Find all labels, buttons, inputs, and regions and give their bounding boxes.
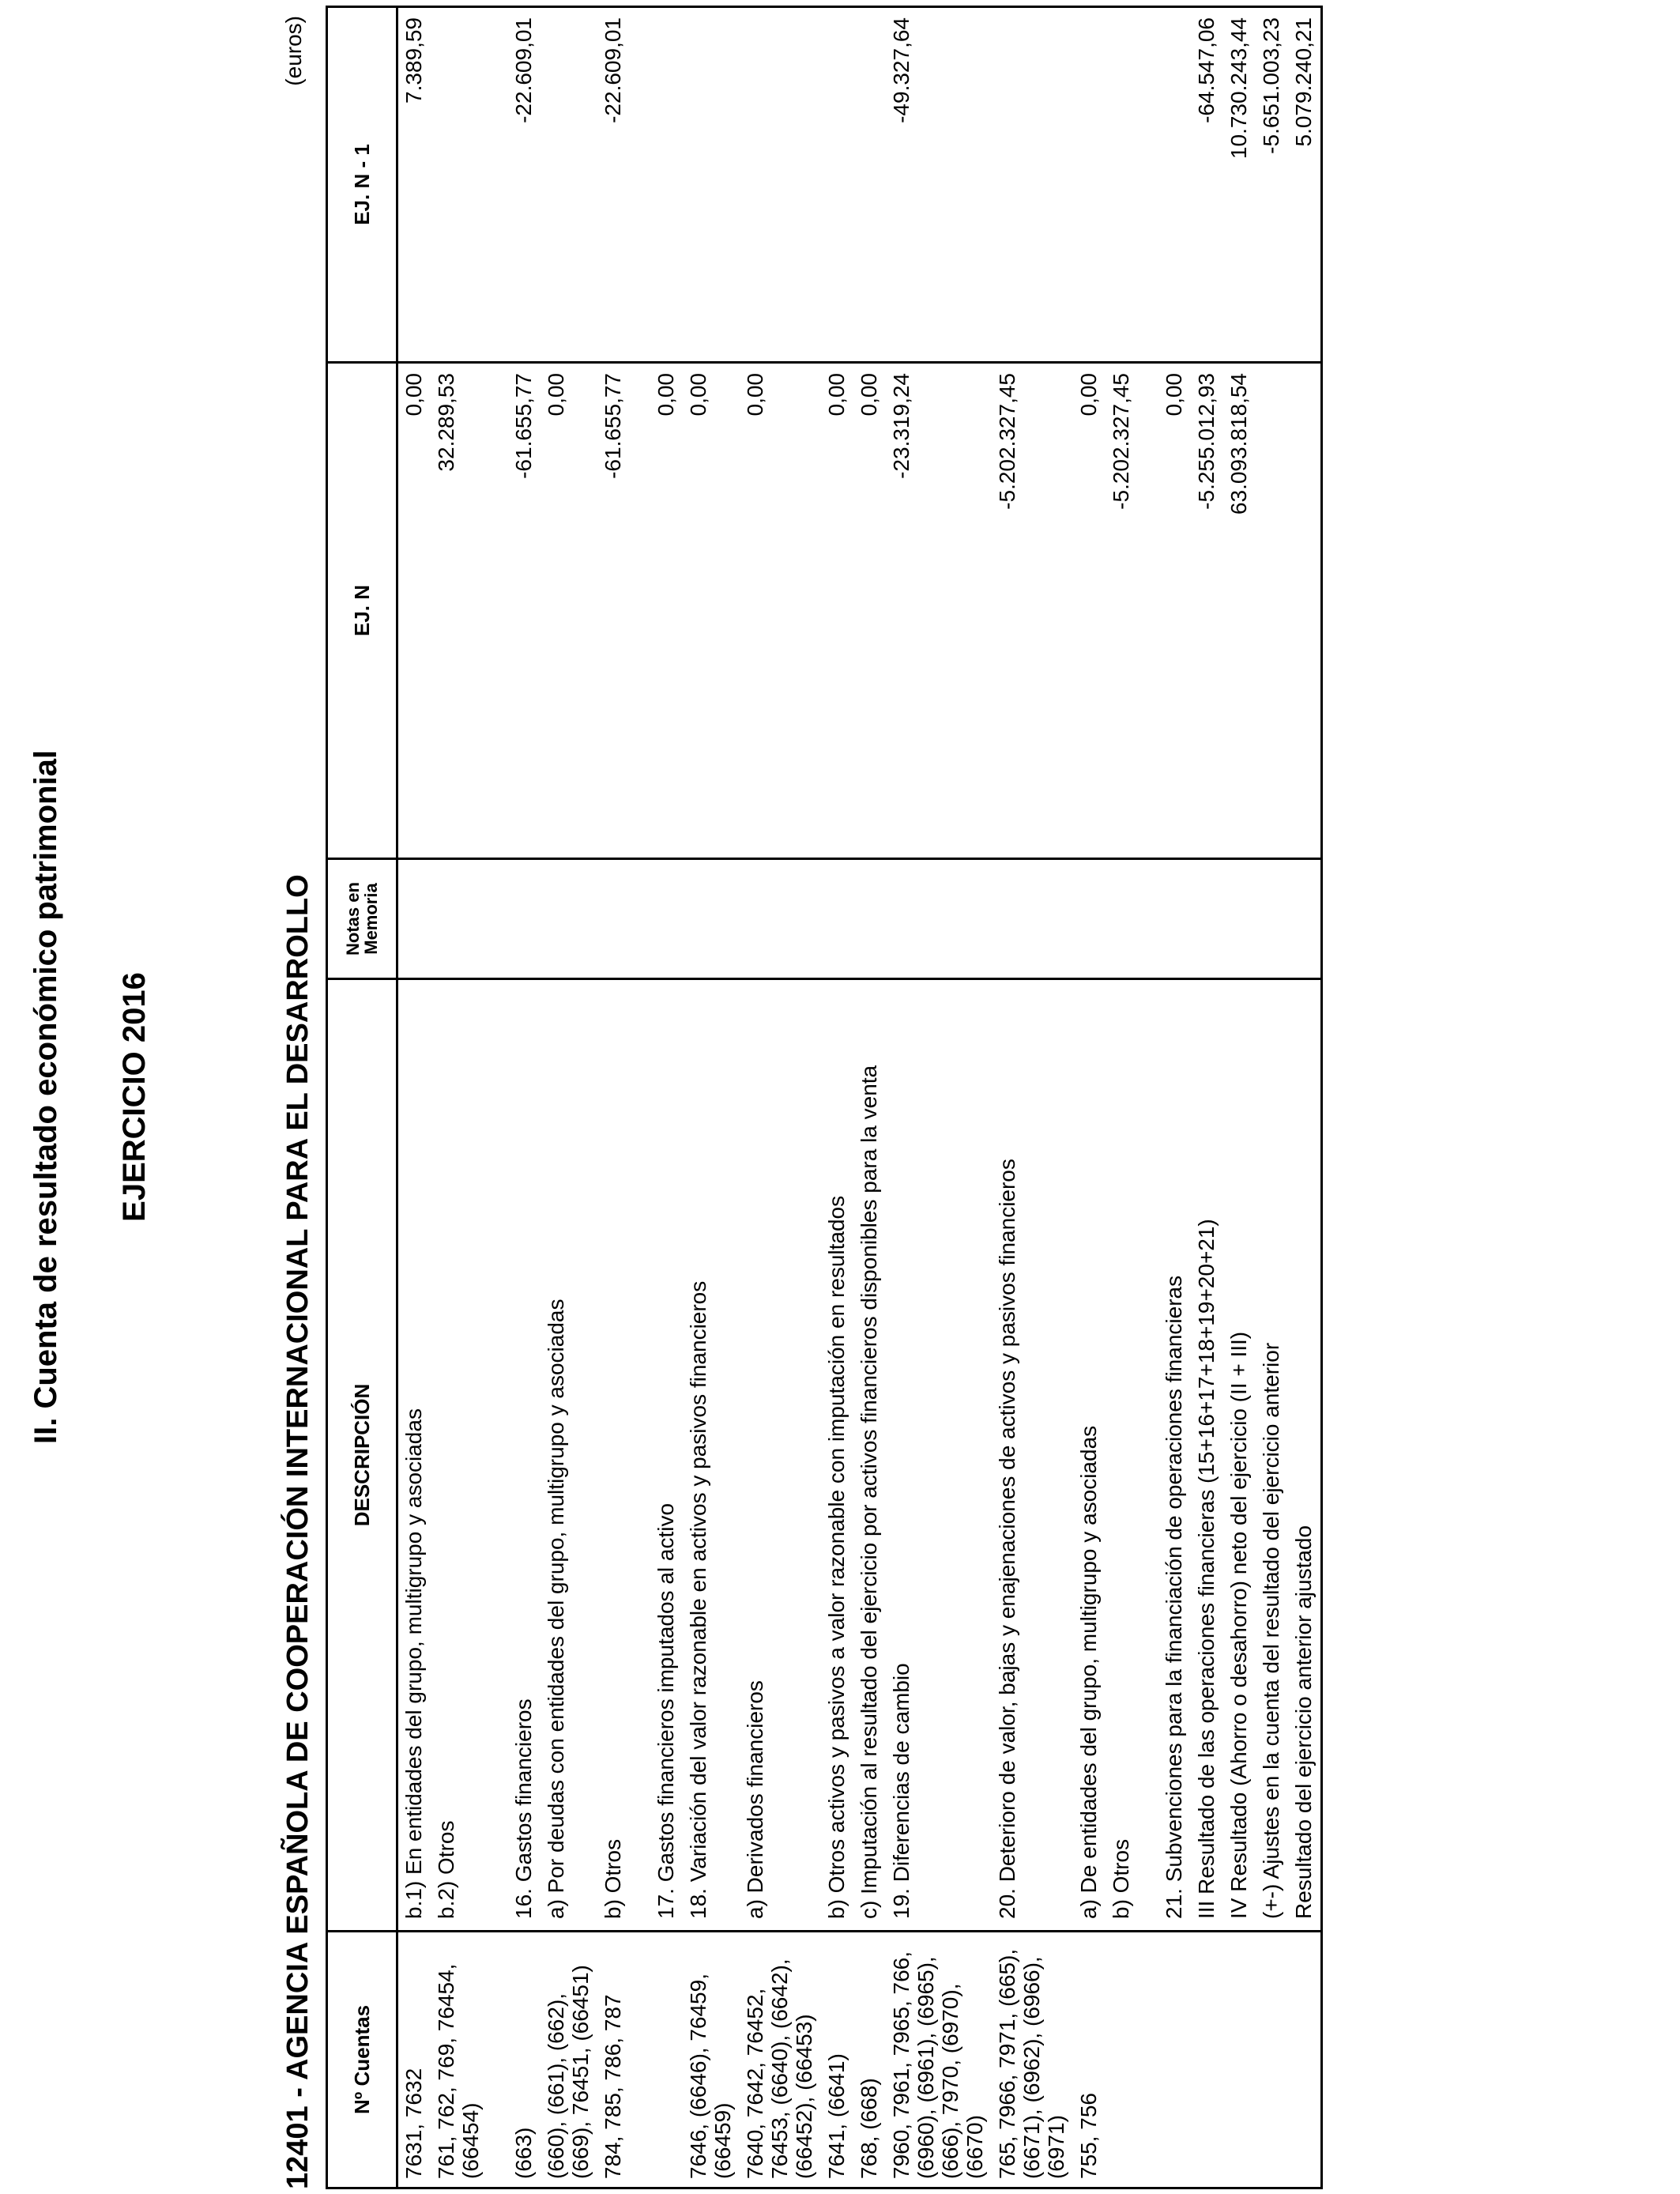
- cell-notas: [853, 859, 886, 979]
- cell-ej-n: [1256, 363, 1288, 859]
- cell-notas: [1256, 859, 1288, 979]
- cell-ej-n: 0,00: [683, 363, 740, 859]
- cell-ej-n: -23.319,24: [886, 363, 992, 859]
- cell-descripcion: b.1) En entidades del grupo, multigrupo y asociadas: [397, 979, 431, 1932]
- header-ej-n: EJ. N: [327, 363, 397, 859]
- cell-descripcion: a) De entidades del grupo, multigrupo y asociadas: [1073, 979, 1106, 1932]
- cell-ej-n: -5.202.327,45: [1106, 363, 1138, 859]
- table-row: [541, 7, 597, 2188]
- income-statement-table: [326, 6, 1323, 2189]
- table-row: [1256, 7, 1288, 2188]
- cell-cuentas: [1288, 1932, 1322, 2188]
- cell-ej-n: 0,00: [1073, 363, 1106, 859]
- cell-cuentas: 768, (668): [853, 1932, 886, 2188]
- cell-cuentas: 7646, (6646), 76459, (66459): [683, 1932, 740, 2188]
- cell-notas: [683, 859, 740, 979]
- cell-ej-n: -5.202.327,45: [992, 363, 1073, 859]
- cell-ej-n: [1288, 363, 1322, 859]
- cell-notas: [886, 859, 992, 979]
- cell-notas: [397, 859, 431, 979]
- cell-cuentas: [1256, 1932, 1288, 2188]
- cell-ej-n1: -49.327,64: [886, 7, 992, 363]
- cell-cuentas: (660), (661), (662), (669), 76451, (66451): [541, 1932, 597, 2188]
- cell-descripcion: b) Otros: [597, 979, 630, 1932]
- cell-ej-n: 0,00: [740, 363, 821, 859]
- table-header-row: [327, 7, 397, 2188]
- cell-notas: [1138, 859, 1191, 979]
- cell-notas: [597, 859, 630, 979]
- entity-name: 12401 - AGENCIA ESPAÑOLA DE COOPERACIÓN INTERNACIONAL PARA EL DESARROLLO: [281, 874, 315, 2189]
- cell-notas: [740, 859, 821, 979]
- cell-ej-n: 0,00: [1138, 363, 1191, 859]
- cell-cuentas: 761, 762, 769, 76454, (66454): [431, 1932, 488, 2188]
- cell-ej-n1: 10.730.243,44: [1223, 7, 1256, 363]
- cell-descripcion: 20. Deterioro de valor, bajas y enajenaciones de activos y pasivos financieros: [992, 979, 1073, 1932]
- cell-notas: [821, 859, 853, 979]
- cell-notas: [1073, 859, 1106, 979]
- cell-descripcion: (+-) Ajustes en la cuenta del resultado del ejercicio anterior: [1256, 979, 1288, 1932]
- cell-ej-n1: 7.389,59: [397, 7, 431, 363]
- cell-ej-n1: -22.609,01: [597, 7, 630, 363]
- report-title: II. Cuenta de resultado económico patrimonial: [28, 750, 63, 1444]
- cell-ej-n1: -22.609,01: [488, 7, 541, 363]
- table-row: [992, 7, 1073, 2188]
- table-row: [1288, 7, 1322, 2188]
- cell-notas: [541, 859, 597, 979]
- header-descripcion: DESCRIPCIÓN: [327, 979, 397, 1932]
- cell-cuentas: [1106, 1932, 1138, 2188]
- cell-ej-n: -61.655,77: [488, 363, 541, 859]
- cell-ej-n1: [1106, 7, 1138, 363]
- cell-cuentas: (663): [488, 1932, 541, 2188]
- cell-descripcion: IV Resultado (Ahorro o desahorro) neto del ejercicio (II + III): [1223, 979, 1256, 1932]
- cell-notas: [431, 859, 488, 979]
- table-row: [630, 7, 683, 2188]
- table-row: [886, 7, 992, 2188]
- cell-cuentas: 784, 785, 786, 787: [597, 1932, 630, 2188]
- cell-notas: [992, 859, 1073, 979]
- cell-cuentas: [1223, 1932, 1256, 2188]
- cell-ej-n: -5.255.012,93: [1191, 363, 1223, 859]
- cell-cuentas: [1138, 1932, 1191, 2188]
- cell-notas: [488, 859, 541, 979]
- cell-ej-n1: [821, 7, 853, 363]
- cell-ej-n1: 5.079.240,21: [1288, 7, 1322, 363]
- cell-ej-n1: [1073, 7, 1106, 363]
- cell-descripcion: a) Derivados financieros: [740, 979, 821, 1932]
- table-row: [1223, 7, 1256, 2188]
- cell-ej-n1: [541, 7, 597, 363]
- cell-ej-n: -61.655,77: [597, 363, 630, 859]
- cell-descripcion: b) Otros activos y pasivos a valor razonable con imputación en resultados: [821, 979, 853, 1932]
- table-row: [431, 7, 488, 2188]
- table-row: [1106, 7, 1138, 2188]
- table-row: [397, 7, 431, 2188]
- cell-ej-n: 32.289,53: [431, 363, 488, 859]
- cell-ej-n1: [1138, 7, 1191, 363]
- cell-cuentas: [630, 1932, 683, 2188]
- cell-ej-n: 0,00: [541, 363, 597, 859]
- table-row: [821, 7, 853, 2188]
- cell-ej-n1: [992, 7, 1073, 363]
- cell-descripcion: III Resultado de las operaciones financieras (15+16+17+18+19+20+21): [1191, 979, 1223, 1932]
- cell-descripcion: Resultado del ejercicio anterior ajustado: [1288, 979, 1322, 1932]
- cell-ej-n: 0,00: [853, 363, 886, 859]
- currency-units: (euros): [281, 16, 306, 86]
- table-row: [597, 7, 630, 2188]
- cell-ej-n1: [740, 7, 821, 363]
- cell-notas: [1106, 859, 1138, 979]
- table-row: [488, 7, 541, 2188]
- cell-ej-n: 63.093.818,54: [1223, 363, 1256, 859]
- table-row: [683, 7, 740, 2188]
- cell-descripcion: 19. Diferencias de cambio: [886, 979, 992, 1932]
- cell-notas: [1191, 859, 1223, 979]
- cell-notas: [1223, 859, 1256, 979]
- cell-descripcion: 17. Gastos financieros imputados al activo: [630, 979, 683, 1932]
- cell-descripcion: b.2) Otros: [431, 979, 488, 1932]
- cell-notas: [1288, 859, 1322, 979]
- table-row: [740, 7, 821, 2188]
- header-notas: Notas en Memoria: [327, 859, 397, 979]
- cell-descripcion: 16. Gastos financieros: [488, 979, 541, 1932]
- cell-ej-n: 0,00: [630, 363, 683, 859]
- cell-descripcion: a) Por deudas con entidades del grupo, multigrupo y asociadas: [541, 979, 597, 1932]
- cell-cuentas: 755, 756: [1073, 1932, 1106, 2188]
- fiscal-year-title: EJERCICIO 2016: [117, 972, 152, 1222]
- cell-cuentas: 765, 7966, 7971, (665), (6671), (6962), (6966), (6971): [992, 1932, 1073, 2188]
- header-ej-n1: EJ. N - 1: [327, 7, 397, 363]
- cell-cuentas: 7640, 7642, 76452, 76453, (6640), (6642), (66452), (66453): [740, 1932, 821, 2188]
- cell-ej-n: 0,00: [821, 363, 853, 859]
- table-row: [1073, 7, 1106, 2188]
- cell-ej-n1: -64.547,06: [1191, 7, 1223, 363]
- cell-ej-n1: [431, 7, 488, 363]
- cell-descripcion: 21. Subvenciones para la financiación de operaciones financieras: [1138, 979, 1191, 1932]
- cell-cuentas: 7960, 7961, 7965, 766, (6960), (6961), (6965), (666), 7970, (6970), (6670): [886, 1932, 992, 2188]
- cell-ej-n1: -5.651.003,23: [1256, 7, 1288, 363]
- table-row: [853, 7, 886, 2188]
- cell-notas: [630, 859, 683, 979]
- header-cuentas: Nº Cuentas: [327, 1932, 397, 2188]
- cell-cuentas: [1191, 1932, 1223, 2188]
- cell-cuentas: 7631, 7632: [397, 1932, 431, 2188]
- cell-ej-n1: [853, 7, 886, 363]
- table-row: [1191, 7, 1223, 2188]
- cell-cuentas: 7641, (6641): [821, 1932, 853, 2188]
- table-row: [1138, 7, 1191, 2188]
- cell-descripcion: c) Imputación al resultado del ejercicio por activos financieros disponibles para la venta: [853, 979, 886, 1932]
- cell-ej-n1: [683, 7, 740, 363]
- cell-descripcion: 18. Variación del valor razonable en activos y pasivos financieros: [683, 979, 740, 1932]
- cell-descripcion: b) Otros: [1106, 979, 1138, 1932]
- cell-ej-n: 0,00: [397, 363, 431, 859]
- cell-ej-n1: [630, 7, 683, 363]
